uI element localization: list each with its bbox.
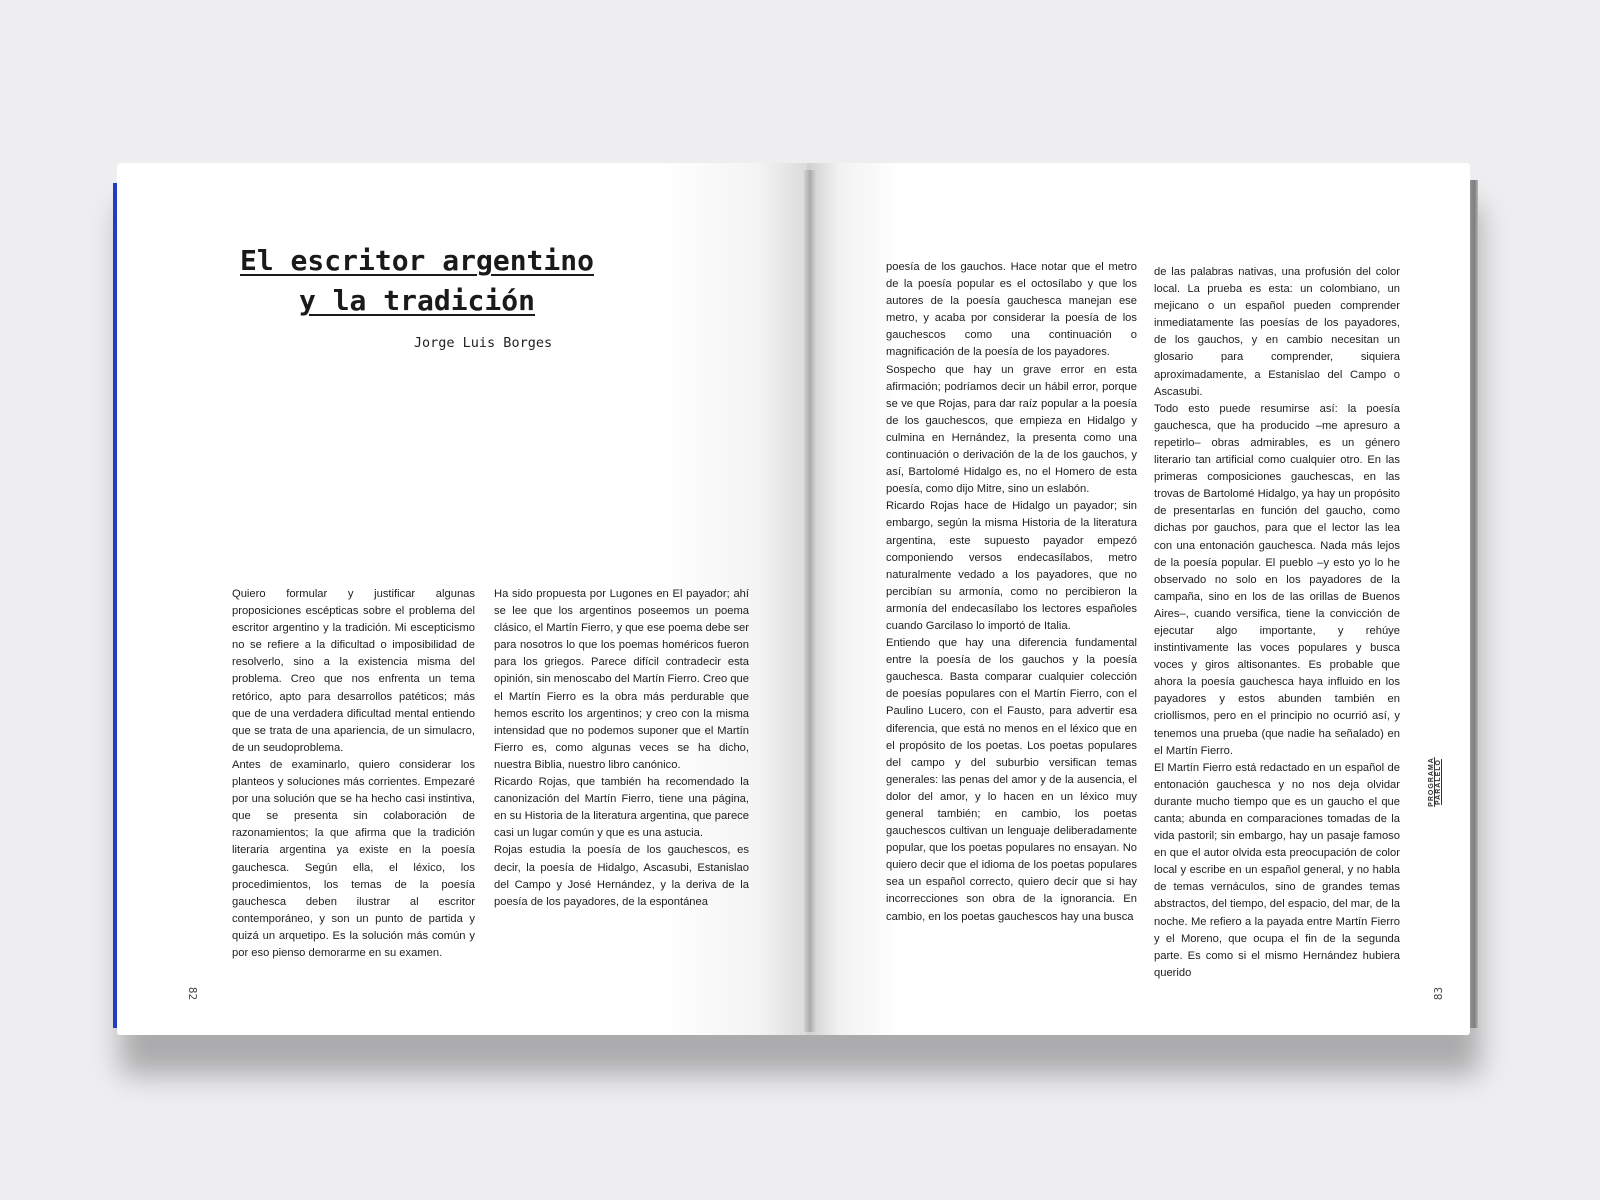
page-stack-edge: [1469, 180, 1478, 1028]
text-column-3: [886, 259, 1137, 926]
text-column-2: [494, 586, 749, 911]
text-column-4: [1154, 264, 1400, 982]
paragraph: poesía de los gauchos. Hace notar que el metro de la poesía popular es el octosílabo y que los autores de la poesía gauchesca manejan ese metro, y acaba por considerar la poesía de los gauchescos como una continuación o magnificación de la poesía de los payadores.: [886, 261, 1137, 359]
book-gutter: [804, 170, 816, 1032]
paragraph: Entiendo que hay una diferencia fundamental entre la poesía de los gauchos y la poesía gauchesca. Basta comparar cualquier colección de poesías populares con el Martín Fierro, con el Paulino Lucero, con el Fausto, para advertir esa diferencia, que está no menos en el léxico que en el propósito de los poetas. Los poetas populares del campo y del suburbio versifican temas generales: las penas del amor y de la ausencia, el dolor del amor, y lo hacen en un léxico muy general también; en cambio, los poetas gauchescos cultivan un lenguaje deliberadamente popular, que los poetas populares no ensayan. No quiero decir que el idioma de los poetas populares sea un español correcto, quiero decir que si hay incorrecciones son obra de la ignorancia. En cambio, en los poetas gauchescos hay una busca: [886, 637, 1137, 923]
paragraph: Ricardo Rojas hace de Hidalgo un payador; sin embargo, según la misma Historia de la literatura argentina, este supuesto payador empezó componiendo versos endecasílabos, metro naturalmente vedado a los payadores, que no percibían su armonía, como no percibieron la armonía del endecasílabo los lectores españoles cuando Garcilaso lo importó de Italia.: [886, 500, 1137, 632]
paragraph: El Martín Fierro está redactado en un español de entonación gauchesca y no nos deja olvidar durante mucho tiempo que es un gaucho el que canta; abunda en comparaciones tomadas de la vida pastoril; sin embargo, hay un pasaje famoso en que el autor olvida esta preocupación de color local y escribe en un español general, y no habla de temas vernáculos, sino de grandes temas abstractos, del tiempo, del espacio, del mar, de la noche. Me refiero a la payada entre Martín Fierro y el Moreno, que ocupa el fin de la segunda parte. Es como si el mismo Hernández hubiera querido: [1154, 761, 1400, 979]
title-line-1: El escritor argentino: [239, 244, 594, 277]
paragraph: Antes de examinarlo, quiero considerar los planteos y soluciones más corrientes. Empezaré por una solución que se ha hecho casi instintiva, que se presenta sin colaboración de razonamientos; la que afirma que la tradición literaria argentina ya existe en la poesía gauchesca. Según ella, el léxico, los procedimientos, los temas de la poesía gauchesca deben ilustrar al escritor contemporáneo, y son un punto de partida y quizá un arquetipo. Es la solución más común y por eso pienso demorarme en su examen.: [232, 758, 475, 959]
section-label: PROGRAMA PARALELO: [1428, 757, 1442, 807]
paragraph: Quiero formular y justificar algunas proposiciones escépticas sobre el problema del escritor argentino y la tradición. Mi escepticismo no se refiere a la dificultad o imposibilidad de resolverlo, sino a la existencia misma del problema. Creo que nos enfrenta un tema retórico, apto para desarrollos patéticos; más que de una verdadera dificultad mental entiendo que se trata de una apariencia, de un simulacro, de un seudoproblema.: [232, 588, 475, 754]
article-author: Jorge Luis Borges: [413, 335, 553, 351]
paragraph: de las palabras nativas, una profusión del color local. La prueba es esta: un colombiano, un mejicano o un español pueden comprender inmediatamente las poesías de los payadores, de los gauchos, y en cambio necesitan un glosario para comprender, siquiera aproximadamente, a Estanislao del Campo o Ascasubi.: [1154, 266, 1400, 398]
page-number-right: 83: [1432, 986, 1446, 1001]
text-column-1: [232, 586, 475, 962]
paragraph: Ha sido propuesta por Lugones en El payador; ahí se lee que los argentinos poseemos un poema clásico, el Martín Fierro, y que ese poema debe ser para nosotros lo que los poemas homéricos fueron para los griegos. Parece difícil contradecir esta opinión, sin menoscabo del Martín Fierro. Creo que el Martín Fierro es la obra más perdurable que hemos escrito los argentinos; y creo con la misma intensidad que no podemos suponer que el Martín Fierro es, como algunas veces se ha dicho, nuestra Biblia, nuestro libro canónico.: [494, 588, 749, 771]
paragraph: Rojas estudia la poesía de los gauchescos, es decir, la poesía de Hidalgo, Ascasubi, Estanislao del Campo y José Hernández, y la deriva de la poesía de los payadores, de la espontánea: [494, 844, 749, 908]
page-number-left: 82: [186, 986, 200, 1001]
paragraph: Todo esto puede resumirse así: la poesía gauchesca, que ha producido –me apresuro a repetirlo– obras admirables, es un género literario tan artificial como cualquier otro. En las primeras composiciones gauchescas, en las trovas de Bartolomé Hidalgo, ya hay un propósito de presentarlas en función del gaucho, como dichas por gauchos, para que el lector las lea con una entonación gauchesca. Nada más lejos de la poesía popular. El pueblo –y esto yo lo he observado no solo en los payadores de la campaña, sino en los de las orillas de Buenos Aires–, cuando versifica, tiene la convicción de ejecutar algo importante, y rehúye instintivamente las voces populares y busca voces y giros altisonantes. Es probable que ahora la poesía gauchesca haya influido en los payadores y estos abunden también en criollismos, pero en el principio no ocurrió así, y tenemos una prueba (que nadie ha señalado) en el Martín Fierro.: [1154, 402, 1400, 757]
paragraph: Ricardo Rojas, que también ha recomendado la canonización del Martín Fierro, tiene una página, en su Historia de la literatura argentina, que parece casi un lugar común y que es una astucia.: [494, 776, 749, 840]
article-title: [117, 241, 717, 321]
title-line-2: y la tradición: [298, 284, 535, 317]
paragraph: Sospecho que hay un grave error en esta afirmación; podríamos decir un hábil error, porque se ve que Rojas, para dar raíz popular a la poesía de los gauchescos, que empieza en Hidalgo y culmina en Hernández, la presenta como una continuación o derivación de la de los gauchos, y así, Bartolomé Hidalgo es, no el Homero de esta poesía, como dijo Mitre, sino un eslabón.: [886, 363, 1137, 496]
